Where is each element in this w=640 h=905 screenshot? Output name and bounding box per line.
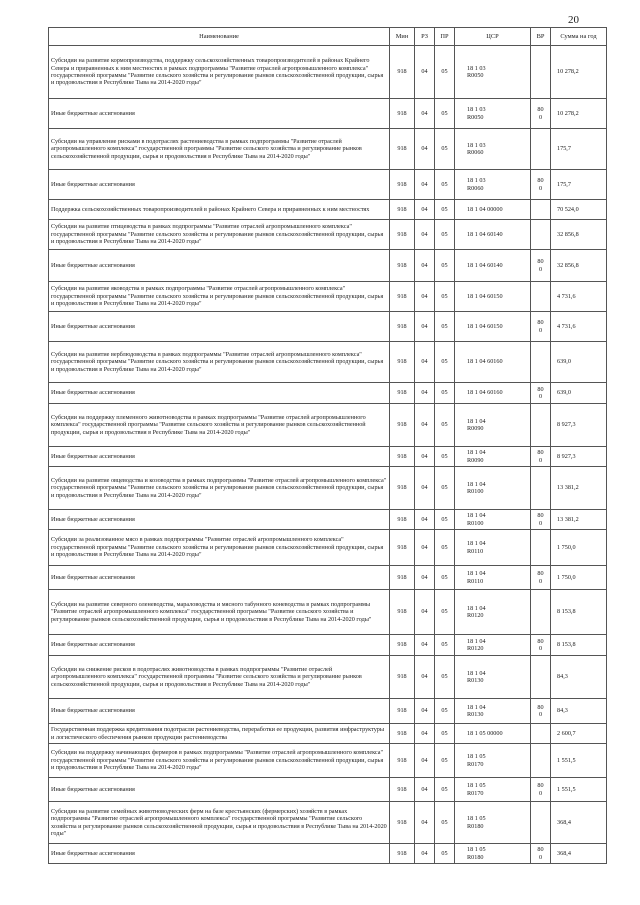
cell-name: Субсидии на управление рисками в подотраслях растениеводства в рамках подпрограммы "Развитие отраслей агропромышленного комплекса" государственной программы "Развитие сельского хозяйства и регулирование рынков сельскохозяйственной продукции, сырья и продовольствия в Республике Тыва на 2014-2020 годы": [49, 129, 390, 170]
header-csr: ЦСР: [455, 28, 531, 46]
cell-rz: 04: [415, 250, 435, 282]
cell-min: 918: [390, 656, 415, 699]
cell-min: 918: [390, 220, 415, 250]
cell-pr: 05: [435, 844, 455, 864]
cell-pr: 05: [435, 566, 455, 590]
cell-pr: 05: [435, 744, 455, 778]
cell-min: 918: [390, 510, 415, 530]
cell-csr: 18 1 04 R0110: [455, 566, 531, 590]
cell-min: 918: [390, 312, 415, 342]
cell-vr: 80 0: [531, 447, 551, 467]
cell-name: Субсидии на развитие северного оленеводства, мараловодства и мясного табунного коневодства в рамках подпрограммы "Развитие отраслей агропромышленного комплекса" государственной программы "Развитие сельского хозяйства и регулирование рынков сельскохозяйственной продукции, сырья и продовольствия в Республике Тыва на 2014-2020 годы": [49, 590, 390, 635]
cell-pr: 05: [435, 699, 455, 724]
cell-csr: 18 1 03 R0050: [455, 99, 531, 129]
cell-name: Государственная поддержка кредитования подотрасли растениеводства, переработки ее продукции, развития инфраструктуры и логистического обеспечения рынков продукции растениеводства: [49, 724, 390, 744]
cell-vr: 80 0: [531, 778, 551, 802]
cell-name: Иные бюджетные ассигнования: [49, 566, 390, 590]
table-row: [49, 566, 607, 590]
cell-vr: [531, 129, 551, 170]
cell-csr: 18 1 05 R0170: [455, 778, 531, 802]
cell-min: 918: [390, 342, 415, 383]
cell-name: Иные бюджетные ассигнования: [49, 778, 390, 802]
table-row: [49, 802, 607, 844]
cell-name: Иные бюджетные ассигнования: [49, 635, 390, 656]
cell-vr: 80 0: [531, 312, 551, 342]
cell-csr: 18 1 04 R0110: [455, 530, 531, 566]
cell-vr: 80 0: [531, 566, 551, 590]
cell-pr: 05: [435, 46, 455, 99]
cell-sum: 1 551,5: [551, 744, 607, 778]
cell-rz: 04: [415, 220, 435, 250]
cell-csr: 18 1 03 R0060: [455, 129, 531, 170]
cell-pr: 05: [435, 447, 455, 467]
cell-min: 918: [390, 802, 415, 844]
table-row: [49, 467, 607, 510]
cell-rz: 04: [415, 129, 435, 170]
cell-name: Субсидии на снижение рисков в подотраслях животноводства в рамках подпрограммы "Развитие отраслей агропромышленного комплекса" государственной программы "Развитие сельского хозяйства и регулирование рынков сельскохозяйственной продукции, сырья и продовольствия в Республике Тыва на 2014-2020 годы": [49, 656, 390, 699]
table-row: [49, 46, 607, 99]
cell-rz: 04: [415, 99, 435, 129]
cell-sum: 8 153,8: [551, 635, 607, 656]
cell-sum: 639,0: [551, 383, 607, 404]
cell-rz: 04: [415, 656, 435, 699]
cell-rz: 04: [415, 282, 435, 312]
cell-sum: 1 750,0: [551, 530, 607, 566]
cell-vr: [531, 282, 551, 312]
cell-rz: 04: [415, 844, 435, 864]
cell-min: 918: [390, 404, 415, 447]
cell-name: Субсидии на развитие верблюдоводства в рамках подпрограммы "Развитие отраслей агропромышленного комплекса" государственной программы "Развитие сельского хозяйства и регулирование рынков сельскохозяйственной продукции, сырья и продовольствия в Республике Тыва на 2014-2020 годы": [49, 342, 390, 383]
cell-name: Субсидии за реализованное мясо в рамках подпрограммы "Развитие отраслей агропромышленного комплекса" государственной программы "Развитие сельского хозяйства и регулирование рынков сельскохозяйственной продукции, сырья и продовольствия в Республике Тыва на 2014-2020 годы": [49, 530, 390, 566]
header-rz: РЗ: [415, 28, 435, 46]
cell-sum: 13 381,2: [551, 510, 607, 530]
cell-vr: [531, 342, 551, 383]
cell-vr: [531, 530, 551, 566]
cell-sum: 32 856,8: [551, 250, 607, 282]
table-row: [49, 99, 607, 129]
cell-pr: 05: [435, 510, 455, 530]
cell-min: 918: [390, 635, 415, 656]
table-row: [49, 590, 607, 635]
cell-csr: 18 1 04 R0120: [455, 635, 531, 656]
table-header-row: [49, 28, 607, 46]
cell-vr: [531, 220, 551, 250]
cell-min: 918: [390, 590, 415, 635]
cell-name: Иные бюджетные ассигнования: [49, 844, 390, 864]
cell-sum: 32 856,8: [551, 220, 607, 250]
cell-rz: 04: [415, 724, 435, 744]
cell-pr: 05: [435, 802, 455, 844]
cell-csr: 18 1 04 60140: [455, 250, 531, 282]
table-row: [49, 200, 607, 220]
cell-sum: 10 278,2: [551, 46, 607, 99]
cell-sum: 368,4: [551, 844, 607, 864]
cell-min: 918: [390, 467, 415, 510]
cell-csr: 18 1 04 R0090: [455, 404, 531, 447]
cell-rz: 04: [415, 46, 435, 99]
cell-pr: 05: [435, 404, 455, 447]
header-name: Наименование: [49, 28, 390, 46]
cell-rz: 04: [415, 170, 435, 200]
cell-csr: 18 1 04 R0090: [455, 447, 531, 467]
cell-pr: 05: [435, 635, 455, 656]
cell-vr: [531, 744, 551, 778]
page-number: 20: [568, 14, 579, 26]
cell-vr: 80 0: [531, 635, 551, 656]
cell-csr: 18 1 05 R0180: [455, 802, 531, 844]
cell-rz: 04: [415, 404, 435, 447]
cell-pr: 05: [435, 656, 455, 699]
cell-min: 918: [390, 699, 415, 724]
cell-name: Иные бюджетные ассигнования: [49, 447, 390, 467]
cell-csr: 18 1 04 60160: [455, 342, 531, 383]
cell-vr: 80 0: [531, 510, 551, 530]
cell-vr: [531, 46, 551, 99]
cell-csr: 18 1 03 R0060: [455, 170, 531, 200]
cell-name: Субсидии на развитие овцеводства и козоводства в рамках подпрограммы "Развитие отраслей агропромышленного комплекса" государственной программы "Развитие сельского хозяйства и регулирование рынков сельскохозяйственной продукции, сырья и продовольствия в Республике Тыва на 2014-2020 годы": [49, 467, 390, 510]
table-row: [49, 282, 607, 312]
cell-name: Иные бюджетные ассигнования: [49, 510, 390, 530]
cell-rz: 04: [415, 467, 435, 510]
table-row: [49, 778, 607, 802]
cell-csr: 18 1 04 R0130: [455, 699, 531, 724]
cell-rz: 04: [415, 566, 435, 590]
cell-min: 918: [390, 724, 415, 744]
table-row: [49, 170, 607, 200]
cell-pr: 05: [435, 250, 455, 282]
cell-pr: 05: [435, 200, 455, 220]
cell-sum: 1 750,0: [551, 566, 607, 590]
cell-pr: 05: [435, 342, 455, 383]
cell-vr: 80 0: [531, 99, 551, 129]
cell-vr: [531, 467, 551, 510]
cell-csr: 18 1 04 R0100: [455, 467, 531, 510]
cell-rz: 04: [415, 699, 435, 724]
cell-pr: 05: [435, 467, 455, 510]
cell-sum: 84,3: [551, 699, 607, 724]
cell-rz: 04: [415, 510, 435, 530]
cell-min: 918: [390, 200, 415, 220]
cell-pr: 05: [435, 530, 455, 566]
cell-csr: 18 1 03 R0050: [455, 46, 531, 99]
cell-rz: 04: [415, 744, 435, 778]
header-min: Мин: [390, 28, 415, 46]
cell-rz: 04: [415, 635, 435, 656]
cell-sum: 4 731,6: [551, 312, 607, 342]
cell-min: 918: [390, 99, 415, 129]
cell-pr: 05: [435, 170, 455, 200]
cell-rz: 04: [415, 530, 435, 566]
table-row: [49, 404, 607, 447]
cell-vr: [531, 200, 551, 220]
cell-vr: [531, 404, 551, 447]
cell-sum: 175,7: [551, 129, 607, 170]
cell-name: Субсидии на развитие семейных животноводческих ферм на базе крестьянских (фермерских) хозяйств в рамках подпрограммы "Развитие отраслей агропромышленного комплекса" государственной программы "Развитие сельского хозяйства и регулирование рынков сельскохозяйственной продукции, сырья и продовольствия в Республике Тыва на 2014-2020 годы": [49, 802, 390, 844]
cell-pr: 05: [435, 383, 455, 404]
cell-sum: 10 278,2: [551, 99, 607, 129]
cell-name: Иные бюджетные ассигнования: [49, 383, 390, 404]
cell-min: 918: [390, 778, 415, 802]
cell-min: 918: [390, 170, 415, 200]
table-row: [49, 724, 607, 744]
cell-csr: 18 1 04 R0130: [455, 656, 531, 699]
cell-name: Субсидии на поддержку начинающих фермеров в рамках подпрограммы "Развитие отраслей агропромышленного комплекса" государственной программы "Развитие сельского хозяйства и регулирование рынков сельскохозяйственной продукции, сырья и продовольствия в Республике Тыва на 2014-2020 годы": [49, 744, 390, 778]
cell-pr: 05: [435, 778, 455, 802]
cell-csr: 18 1 05 R0170: [455, 744, 531, 778]
table-body: [49, 46, 607, 864]
cell-csr: 18 1 04 60160: [455, 383, 531, 404]
cell-vr: 80 0: [531, 170, 551, 200]
cell-pr: 05: [435, 724, 455, 744]
cell-sum: 8 927,3: [551, 404, 607, 447]
cell-vr: [531, 656, 551, 699]
cell-name: Субсидии на развитие кормопроизводства, поддержку сельскохозяйственных товаропроизводителей в районах Крайнего Севера и приравненных к ним местностях в рамках подпрограммы "Развитие отраслей агропромышленного комплекса" государственной программы "Развитие сельского хозяйства и регулирование рынков сельскохозяйственной продукции, сырья и продовольствия в Республике Тыва на 2014-2020 годы": [49, 46, 390, 99]
cell-pr: 05: [435, 129, 455, 170]
cell-rz: 04: [415, 200, 435, 220]
table-row: [49, 447, 607, 467]
cell-sum: 639,0: [551, 342, 607, 383]
cell-rz: 04: [415, 342, 435, 383]
cell-name: Поддержка сельскохозяйственных товаропроизводителей в районах Крайнего Севера и приравненных к ним местностях: [49, 200, 390, 220]
cell-csr: 18 1 04 60150: [455, 282, 531, 312]
header-sum: Сумма на год: [551, 28, 607, 46]
table-row: [49, 530, 607, 566]
cell-pr: 05: [435, 220, 455, 250]
cell-min: 918: [390, 46, 415, 99]
cell-vr: 80 0: [531, 844, 551, 864]
table-row: [49, 744, 607, 778]
cell-name: Иные бюджетные ассигнования: [49, 312, 390, 342]
cell-min: 918: [390, 129, 415, 170]
table-row: [49, 312, 607, 342]
cell-sum: 175,7: [551, 170, 607, 200]
cell-name: Субсидии на развитие яководства в рамках подпрограммы "Развитие отраслей агропромышленного комплекса" государственной программы "Развитие сельского хозяйства и регулирование рынков сельскохозяйственной продукции, сырья и продовольствия в Республике Тыва на 2014-2020 годы": [49, 282, 390, 312]
cell-min: 918: [390, 744, 415, 778]
cell-csr: 18 1 05 R0180: [455, 844, 531, 864]
cell-sum: 8 153,8: [551, 590, 607, 635]
cell-csr: 18 1 04 R0120: [455, 590, 531, 635]
cell-min: 918: [390, 250, 415, 282]
cell-sum: 70 524,0: [551, 200, 607, 220]
cell-rz: 04: [415, 778, 435, 802]
table-row: [49, 129, 607, 170]
cell-rz: 04: [415, 447, 435, 467]
cell-rz: 04: [415, 802, 435, 844]
cell-min: 918: [390, 282, 415, 312]
cell-pr: 05: [435, 312, 455, 342]
table-row: [49, 844, 607, 864]
cell-vr: [531, 802, 551, 844]
cell-name: Субсидии на поддержку племенного животноводства в рамках подпрограммы "Развитие отраслей агропромышленного комплекса" государственной программы "Развитие сельского хозяйства и регулирование рынков сельскохозяйственной продукции, сырья и продовольствия в Республике Тыва на 2014-2020 годы": [49, 404, 390, 447]
cell-csr: 18 1 04 60150: [455, 312, 531, 342]
cell-sum: 4 731,6: [551, 282, 607, 312]
table-row: [49, 383, 607, 404]
table-row: [49, 699, 607, 724]
cell-csr: 18 1 04 60140: [455, 220, 531, 250]
cell-vr: [531, 590, 551, 635]
cell-vr: 80 0: [531, 383, 551, 404]
table-row: [49, 220, 607, 250]
table-row: [49, 635, 607, 656]
cell-rz: 04: [415, 383, 435, 404]
cell-name: Иные бюджетные ассигнования: [49, 99, 390, 129]
cell-pr: 05: [435, 99, 455, 129]
cell-pr: 05: [435, 282, 455, 312]
table-row: [49, 656, 607, 699]
cell-name: Иные бюджетные ассигнования: [49, 250, 390, 282]
cell-csr: 18 1 04 00000: [455, 200, 531, 220]
cell-min: 918: [390, 447, 415, 467]
table-row: [49, 342, 607, 383]
table-row: [49, 510, 607, 530]
budget-table: [48, 27, 607, 864]
header-vr: ВР: [531, 28, 551, 46]
cell-min: 918: [390, 566, 415, 590]
cell-vr: 80 0: [531, 250, 551, 282]
cell-rz: 04: [415, 312, 435, 342]
cell-sum: 8 927,3: [551, 447, 607, 467]
cell-rz: 04: [415, 590, 435, 635]
cell-pr: 05: [435, 590, 455, 635]
cell-min: 918: [390, 383, 415, 404]
header-pr: ПР: [435, 28, 455, 46]
table-row: [49, 250, 607, 282]
cell-min: 918: [390, 844, 415, 864]
cell-min: 918: [390, 530, 415, 566]
cell-vr: 80 0: [531, 699, 551, 724]
cell-sum: 84,3: [551, 656, 607, 699]
cell-csr: 18 1 05 00000: [455, 724, 531, 744]
cell-sum: 13 381,2: [551, 467, 607, 510]
cell-sum: 368,4: [551, 802, 607, 844]
cell-sum: 2 600,7: [551, 724, 607, 744]
cell-vr: [531, 724, 551, 744]
cell-csr: 18 1 04 R0100: [455, 510, 531, 530]
cell-name: Субсидии на развитие птицеводства в рамках подпрограммы "Развитие отраслей агропромышленного комплекса" государственной программы "Развитие сельского хозяйства и регулирование рынков сельскохозяйственной продукции, сырья и продовольствия в Республике Тыва на 2014-2020 годы": [49, 220, 390, 250]
cell-sum: 1 551,5: [551, 778, 607, 802]
cell-name: Иные бюджетные ассигнования: [49, 699, 390, 724]
cell-name: Иные бюджетные ассигнования: [49, 170, 390, 200]
